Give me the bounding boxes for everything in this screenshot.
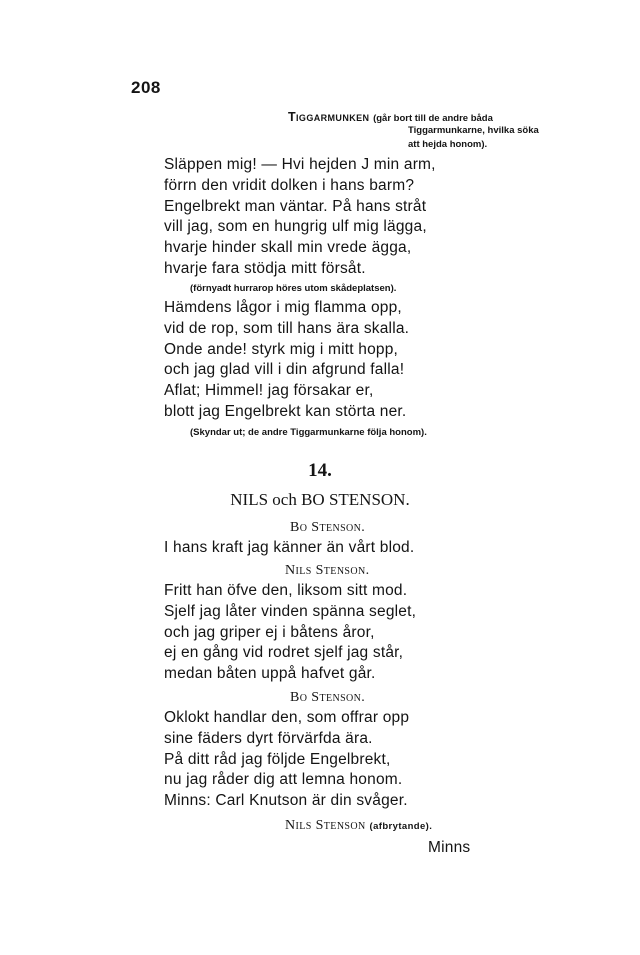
- verse-line: och jag griper ej i båtens åror,: [164, 623, 375, 641]
- verse-line: Minns: [428, 839, 471, 856]
- page-number: 208: [131, 78, 161, 97]
- speaker-name: Tiggarmunken: [288, 110, 370, 124]
- speaker-bo-stenson: Bo Stenson.: [290, 690, 366, 705]
- verse-block: [164, 538, 414, 559]
- verse-line: I hans kraft jag känner än vårt blod.: [164, 539, 415, 556]
- stage-direction: (afbrytande).: [369, 821, 433, 832]
- verse-line: blott jag Engelbrekt kan störta ner.: [164, 402, 407, 420]
- verse-line: förrn den vridit dolken i hans barm?: [164, 176, 415, 194]
- stage-direction-line: Tiggarmunkarne, hvilka söka: [408, 125, 539, 136]
- verse-line: vid de rop, som till hans ära skalla.: [164, 319, 410, 337]
- stage-direction: (Skyndar ut; de andre Tiggarmunkarne följa honom).: [190, 427, 427, 438]
- verse-block: [428, 838, 470, 859]
- verse-line: hvarje hinder skall min vrede ägga,: [164, 239, 412, 257]
- stage-direction-line: att hejda honom).: [408, 139, 488, 150]
- scene-title: NILS och BO STENSON.: [230, 490, 410, 509]
- verse-line: Sjelf jag låter vinden spänna seglet,: [164, 602, 417, 620]
- verse-line: Fritt han öfve den, liksom sitt mod.: [164, 582, 408, 599]
- verse-block: [164, 155, 436, 280]
- verse-line: Minns: Carl Knutson är din svåger.: [164, 792, 408, 810]
- verse-line: vill jag, som en hungrig ulf mig lägga,: [164, 218, 427, 236]
- verse-line: Engelbrekt man väntar. På hans stråt: [164, 197, 427, 215]
- speaker-nils-stenson: Nils Stenson.: [285, 563, 370, 578]
- speaker-bo-stenson: Bo Stenson.: [290, 520, 366, 535]
- verse-line: Hämdens lågor i mig flamma opp,: [164, 299, 402, 316]
- verse-block: [164, 581, 416, 685]
- verse-line: Aflat; Himmel! jag försakar er,: [164, 382, 374, 400]
- verse-line: hvarje fara stödja mitt försåt.: [164, 259, 366, 277]
- verse-line: nu jag råder dig att lemna honom.: [164, 771, 403, 789]
- speaker-name: Nils Stenson: [285, 818, 366, 833]
- verse-line: ej en gång vid rodret sjelf jag står,: [164, 644, 404, 662]
- speaker-nils-stenson: [285, 818, 432, 834]
- verse-line: Onde ande! styrk mig i mitt hopp,: [164, 340, 399, 358]
- stage-direction: (förnyadt hurrarop höres utom skådeplatsen).: [190, 283, 397, 294]
- verse-block: [164, 708, 409, 812]
- verse-block: [164, 298, 409, 423]
- verse-line: Oklokt handlar den, som offrar opp: [164, 709, 410, 726]
- verse-line: sine fäders dyrt förvärfda ära.: [164, 729, 373, 747]
- verse-line: medan båten uppå hafvet går.: [164, 665, 376, 683]
- scene-number: 14.: [308, 460, 332, 481]
- stage-direction-line: (går bort till de andre båda: [373, 113, 493, 124]
- verse-line: Släppen mig! — Hvi hejden J min arm,: [164, 156, 436, 173]
- verse-line: På ditt råd jag följde Engelbrekt,: [164, 750, 391, 768]
- verse-line: och jag glad vill i din afgrund falla!: [164, 361, 405, 379]
